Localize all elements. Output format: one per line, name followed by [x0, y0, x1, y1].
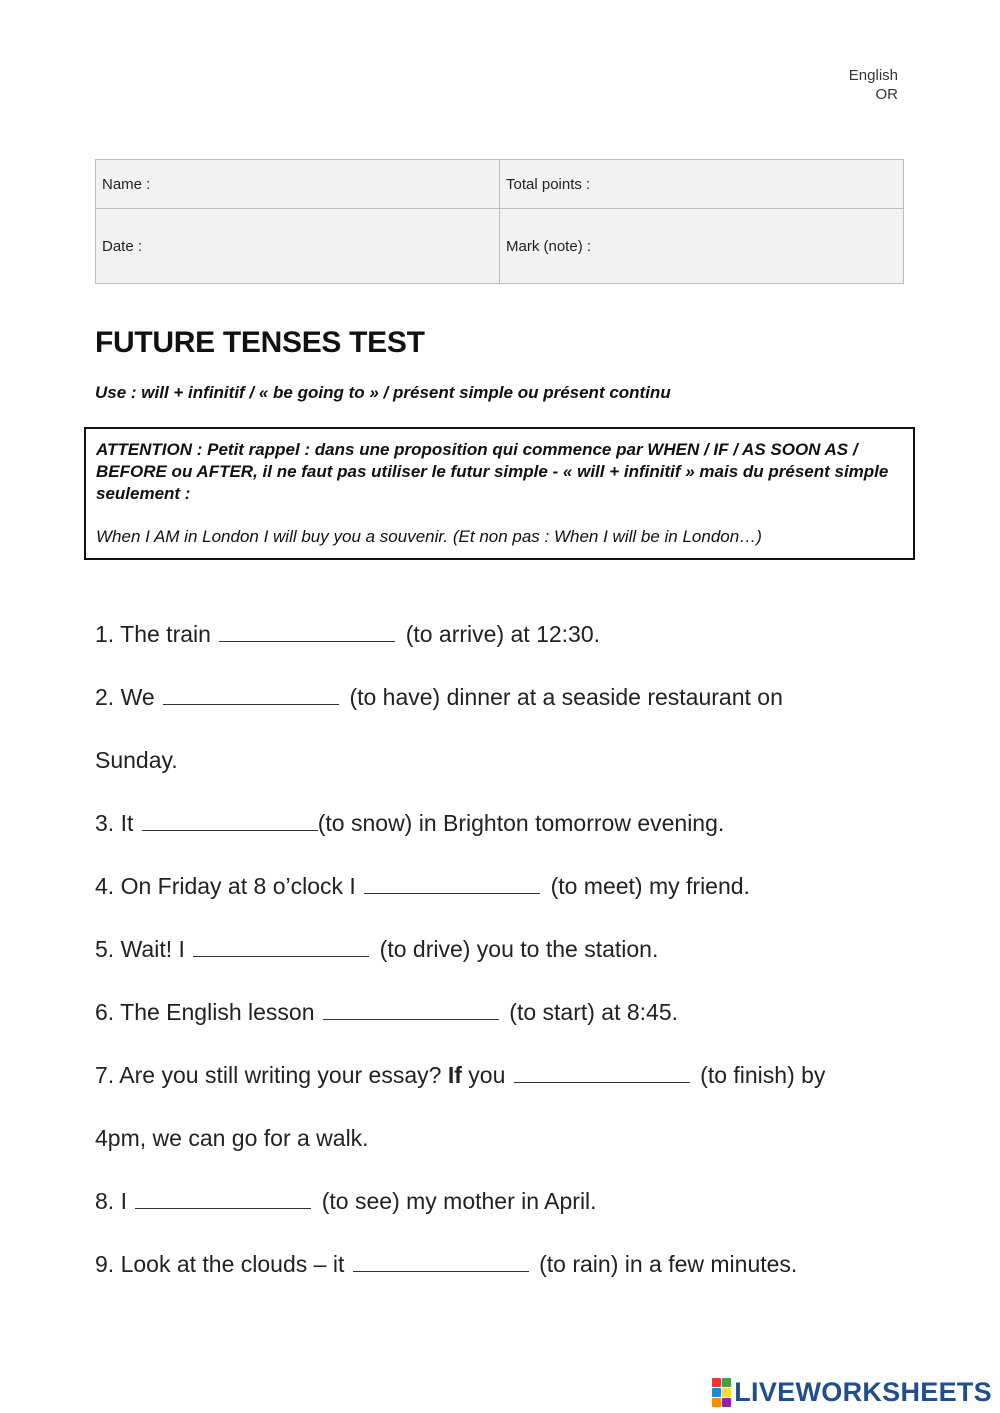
exercise-text: 1. The train: [95, 621, 211, 647]
total-points-field[interactable]: Total points :: [500, 160, 904, 209]
logo-square: [722, 1378, 731, 1387]
exercise-item: [95, 666, 875, 729]
exercise-item: [95, 981, 875, 1044]
exercise-text: 2. We: [95, 684, 155, 710]
student-info-table: [95, 159, 904, 284]
logo-square: [722, 1398, 731, 1407]
answer-blank[interactable]: [364, 873, 540, 894]
exercise-list: [95, 603, 875, 1296]
exercise-continuation: Sunday.: [95, 747, 178, 773]
exercise-keyword: If: [447, 1062, 462, 1088]
logo-square: [712, 1378, 721, 1387]
exercise-verb-hint: (to see) my mother in April.: [321, 1188, 597, 1214]
exercise-verb-hint: (to arrive) at 12:30.: [405, 621, 601, 647]
course-label-line2: OR: [875, 86, 898, 103]
exercise-text: 7. Are you still writing your essay?: [95, 1062, 442, 1088]
answer-blank[interactable]: [514, 1062, 690, 1083]
exercise-item: [95, 792, 875, 855]
answer-blank[interactable]: [142, 810, 318, 831]
logo-square: [722, 1388, 731, 1397]
exercise-item: [95, 918, 875, 981]
exercise-item: [95, 1233, 875, 1296]
exercise-verb-hint: (to finish) by: [700, 1062, 826, 1088]
answer-blank[interactable]: [323, 999, 499, 1020]
exercise-verb-hint: (to meet) my friend.: [550, 873, 750, 899]
mark-field[interactable]: Mark (note) :: [500, 209, 904, 284]
exercise-verb-hint: (to start) at 8:45.: [509, 999, 679, 1025]
answer-blank[interactable]: [353, 1251, 529, 1272]
exercise-text: 9. Look at the clouds – it: [95, 1251, 345, 1277]
exercise-verb-hint: (to drive) you to the station.: [379, 936, 659, 962]
exercise-item: [95, 855, 875, 918]
answer-blank[interactable]: [163, 684, 339, 705]
exercise-item: [95, 1044, 875, 1107]
attention-example: When I AM in London I will buy you a souvenir. (Et non pas : When I will be in London…): [96, 527, 762, 546]
answer-blank[interactable]: [219, 621, 395, 642]
exercise-text: you: [468, 1062, 506, 1088]
name-field[interactable]: Name :: [96, 160, 500, 209]
exercise-verb-hint: (to rain) in a few minutes.: [539, 1251, 798, 1277]
logo-square: [712, 1388, 721, 1397]
course-label: [849, 66, 898, 104]
exercise-verb-hint: (to have) dinner at a seaside restaurant on: [349, 684, 783, 710]
liveworksheets-logo-icon: [712, 1378, 731, 1407]
liveworksheets-logo[interactable]: [712, 1377, 992, 1407]
answer-blank[interactable]: [193, 936, 369, 957]
exercise-text: 5. Wait! I: [95, 936, 185, 962]
date-field[interactable]: Date :: [96, 209, 500, 284]
attention-rule: ATTENTION : Petit rappel : dans une proposition qui commence par WHEN / IF / AS SOON AS / BEFORE ou AFTER, il ne faut pas utiliser le futur simple - « will + infinitif » mais du présent simple seulement :: [96, 440, 889, 503]
page-title: FUTURE TENSES TEST: [95, 326, 425, 359]
attention-box: [84, 427, 915, 560]
logo-text: LIVEWORKSHEETS: [734, 1376, 992, 1407]
exercise-text: 4. On Friday at 8 o’clock I: [95, 873, 356, 899]
exercise-text: 8. I: [95, 1188, 127, 1214]
instructions: Use : will + infinitif / « be going to » / présent simple ou présent continu: [95, 383, 671, 402]
exercise-text: 3. It: [95, 810, 134, 836]
exercise-text: 6. The English lesson: [95, 999, 315, 1025]
course-label-line1: English: [848, 67, 898, 84]
answer-blank[interactable]: [135, 1188, 311, 1209]
exercise-verb-hint: (to snow) in Brighton tomorrow evening.: [317, 810, 725, 836]
logo-square: [712, 1398, 721, 1407]
exercise-item: [95, 603, 875, 666]
exercise-continuation: 4pm, we can go for a walk.: [95, 1125, 369, 1151]
exercise-item: [95, 1170, 875, 1233]
